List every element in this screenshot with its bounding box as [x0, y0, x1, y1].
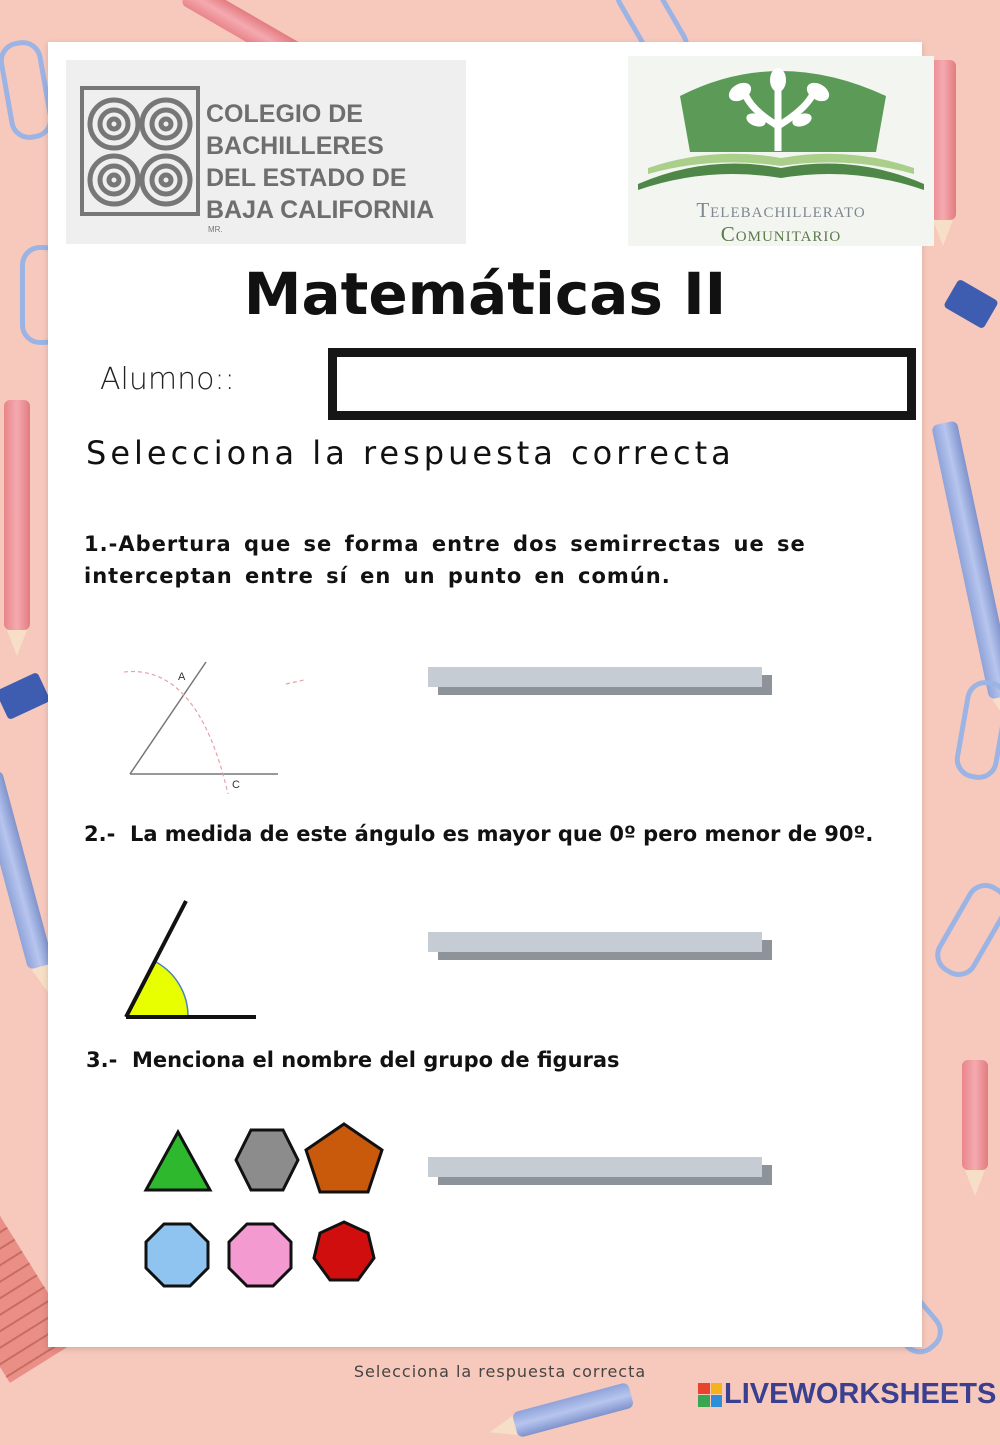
- polygons-group: [136, 1112, 396, 1312]
- pentagon-shape: [306, 1124, 382, 1192]
- question-3: [86, 1048, 620, 1072]
- question-text: Abertura que se forma entre dos semirrectas ue se interceptan entre sí en un punto en común.: [84, 532, 806, 588]
- pencil-decoration: [931, 420, 1000, 699]
- question-text: La medida de este ángulo es mayor que 0º pero menor de 90º.: [129, 822, 874, 846]
- institution-logo-line: DEL ESTADO DE: [206, 164, 407, 192]
- institution-logo-line: BACHILLERES: [206, 132, 384, 160]
- partner-logo-line1: Telebachillerato: [696, 198, 866, 222]
- angle-point-label: A: [178, 671, 186, 683]
- answer-input-3[interactable]: [428, 1157, 762, 1177]
- binder-clip-decoration: [943, 279, 999, 330]
- question-1: [84, 528, 864, 592]
- trademark-mark: MR.: [208, 225, 223, 234]
- acute-angle-diagram: [118, 897, 268, 1027]
- answer-input-1[interactable]: [428, 667, 762, 687]
- heptagon-shape: [314, 1222, 374, 1280]
- liveworksheets-watermark: [698, 1378, 996, 1411]
- pencil-decoration: [962, 1060, 988, 1170]
- institution-logo-mark-icon: [80, 86, 200, 216]
- instruction-text: Selecciona la respuesta correcta: [86, 434, 735, 472]
- footer-text: Selecciona la respuesta correcta: [353, 1362, 647, 1381]
- pencil-decoration: [512, 1382, 635, 1438]
- octagon-shape: [146, 1224, 208, 1286]
- paperclip-decoration: [928, 876, 1000, 985]
- page-title: Matemáticas II: [243, 260, 727, 328]
- question-number: 2.-: [84, 822, 116, 846]
- answer-input-2[interactable]: [428, 932, 762, 952]
- question-text: Menciona el nombre del grupo de figuras: [131, 1048, 620, 1072]
- tree-book-logo-icon: [628, 56, 934, 206]
- partner-logo: [628, 56, 934, 246]
- partner-logo-line2: Comunitario: [720, 222, 842, 246]
- question-2: [84, 822, 873, 846]
- pencil-decoration: [0, 770, 53, 970]
- octagon-shape: [229, 1224, 291, 1286]
- student-label: Alumno::: [100, 362, 235, 397]
- institution-logo-line: COLEGIO DE: [206, 100, 363, 128]
- angle-point-label: C: [232, 779, 240, 791]
- question-number: 1.-: [84, 532, 119, 556]
- worksheet-sheet: [48, 42, 922, 1347]
- institution-logo: [66, 60, 466, 244]
- institution-logo-line: BAJA CALIFORNIA: [206, 196, 435, 224]
- institution-logo-text: [206, 98, 434, 226]
- paperclip-decoration: [952, 677, 1000, 783]
- liveworksheets-logo-icon: [698, 1383, 722, 1407]
- triangle-shape: [146, 1132, 210, 1190]
- binder-clip-decoration: [0, 672, 51, 720]
- pencil-decoration: [4, 400, 30, 630]
- question-number: 3.-: [86, 1048, 118, 1072]
- hexagon-shape: [236, 1130, 298, 1190]
- liveworksheets-brand-text: LIVEWORKSHEETS: [724, 1378, 997, 1410]
- student-name-input[interactable]: [328, 348, 916, 420]
- angle-diagram-1: [118, 654, 318, 794]
